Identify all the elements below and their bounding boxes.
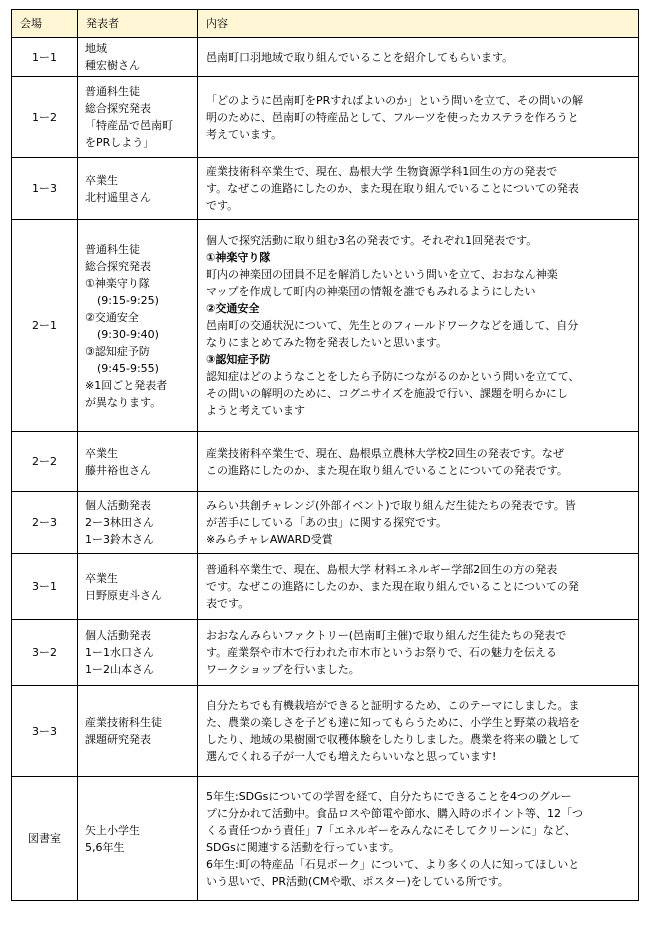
table-row xyxy=(12,432,639,492)
venue-cell: 図書室 xyxy=(12,777,78,901)
content-line: 6年生:町の特産品「石見ポーク」について、より多くの人に知ってほしいと xyxy=(206,857,580,871)
presenter-line: (9:30-9:40) xyxy=(97,327,159,341)
table-row xyxy=(12,220,639,432)
venue-cell: 3ー3 xyxy=(12,686,78,777)
venue-cell: 2ー2 xyxy=(12,432,78,492)
content-line: なりにまとめてみた物を発表したいと思います。 xyxy=(206,336,448,349)
presenter-line: 課題研究発表 xyxy=(85,733,151,746)
content-line: くる責任つかう責任」7「エネルギーをみんなにそしてクリーンに」など、 xyxy=(206,823,576,837)
header-presenter: 発表者 xyxy=(78,10,198,38)
content-line: プに分かれて活動中。食品ロスや節電や節水、購入時のポイント等、12「つ xyxy=(206,806,583,820)
content-line: です。なぜこの進路にしたのか、また現在取り組んでいることについての発 xyxy=(206,580,579,593)
venue-cell: 1ー2 xyxy=(12,77,78,158)
presenter-line: 1ー3鈴木さん xyxy=(85,533,154,546)
presenter-cell xyxy=(78,77,198,158)
presenter-cell xyxy=(78,492,198,554)
table-row xyxy=(12,686,639,777)
content-line: 表です。 xyxy=(206,597,250,610)
content-line: 「どのように邑南町をPRすればよいのか」という問いを立て、その問いの解 xyxy=(206,93,584,107)
content-line: 認知症はどのようなことをしたら予防につながるのかという問いを立てて、 xyxy=(206,370,580,383)
presenter-cell xyxy=(78,158,198,220)
venue-cell: 2ー1 xyxy=(12,220,78,432)
content-line: 町内の神楽団の団員不足を解消したいという問いを立て、おおなん神楽 xyxy=(206,268,558,281)
presenter-cell xyxy=(78,432,198,492)
content-line: ※みらチャレAWARD受賞 xyxy=(206,533,333,546)
content-cell xyxy=(198,492,639,554)
content-line: したり、地域の果樹園で収穫体験をしたりしました。農業を将来の職として xyxy=(206,733,580,746)
presenter-cell xyxy=(78,554,198,620)
content-line: その問いの解明のために、コグニサイズを施設で行い、課題を明らかにし xyxy=(206,387,568,400)
content-line: 5年生:SDGsについての学習を経て、自分たちにできることを4つのグルー xyxy=(206,789,572,803)
table-row xyxy=(12,77,639,158)
content-line: 自分たちでも有機栽培ができると証明するため、このテーマにしました。ま xyxy=(206,699,580,712)
presenter-line: ③認知症予防 xyxy=(85,344,150,358)
presenter-line: 5,6年生 xyxy=(85,840,125,854)
presenter-line: 普通科生徒 xyxy=(85,242,140,256)
presenter-cell xyxy=(78,686,198,777)
content-line: おおなんみらいファクトリー(邑南町主催)で取り組んだ生徒たちの発表で xyxy=(206,629,567,642)
content-cell xyxy=(198,38,639,77)
content-cell xyxy=(198,77,639,158)
content-subheading: ③認知症予防 xyxy=(206,353,271,366)
header-venue: 会場 xyxy=(12,10,78,38)
content-line: た、農業の楽しさを子ども達に知ってもらうために、小学生と野菜の栽培を xyxy=(206,716,580,729)
presenter-cell xyxy=(78,220,198,432)
content-cell xyxy=(198,777,639,901)
presenter-line: 個人活動発表 xyxy=(85,629,151,642)
content-cell xyxy=(198,554,639,620)
content-line: マップを作成して町内の神楽団の情報を誰でもみれるようにしたい xyxy=(206,285,536,298)
content-line: が苦手にしている「あの虫」に関する探究です。 xyxy=(206,516,448,529)
content-line: 邑南町口羽地域で取り組んでいることを紹介してもらいます。 xyxy=(206,50,514,64)
presenter-line: 「特産品で邑南町 xyxy=(85,119,173,132)
content-line: ようと考えています xyxy=(206,404,305,417)
presenter-line: 地域 xyxy=(85,42,107,55)
presenter-cell xyxy=(78,38,198,77)
presenter-line: 総合探究発表 xyxy=(85,259,151,273)
venue-cell: 1ー3 xyxy=(12,158,78,220)
presenter-line: ①神楽守り隊 xyxy=(85,276,150,290)
content-subheading: ①神楽守り隊 xyxy=(206,251,271,264)
presenter-line: 1ー1水口さん xyxy=(85,646,154,659)
content-line: 個人で探究活動に取り組む3名の発表です。それぞれ1回発表です。 xyxy=(206,234,538,247)
presenter-line: 普通科生徒 xyxy=(85,85,140,98)
table-row xyxy=(12,620,639,686)
presenter-line: 2ー3林田さん xyxy=(85,516,154,529)
presenter-line: 日野原吏斗さん xyxy=(85,588,162,602)
presenter-line: 卒業生 xyxy=(85,173,118,187)
content-line: 産業技術科卒業生で、現在、島根県立農林大学校2回生の発表です。なぜ xyxy=(206,446,564,460)
content-line: です。 xyxy=(206,199,239,212)
presenter-line: 北村遥里さん xyxy=(85,190,151,204)
content-cell xyxy=(198,686,639,777)
presenter-line: (9:45-9:55) xyxy=(97,361,159,375)
content-line: みらい共創チャレンジ(外部イベント)で取り組んだ生徒たちの発表です。皆 xyxy=(206,499,576,512)
presenter-line: 総合探究発表 xyxy=(85,102,151,115)
content-cell xyxy=(198,620,639,686)
header-content: 内容 xyxy=(198,10,639,38)
table-row xyxy=(12,777,639,901)
content-line: 邑南町の交通状況について、先生とのフィールドワークなどを通して、自分 xyxy=(206,319,579,332)
content-subheading: ②交通安全 xyxy=(206,302,260,315)
presenter-line: 種宏樹さん xyxy=(85,59,140,72)
content-line: 産業技術科卒業生で、現在、島根大学 生物資源学科1回生の方の発表で xyxy=(206,165,558,178)
table-row xyxy=(12,492,639,554)
content-line: 考えています。 xyxy=(206,127,283,141)
content-line: 明のために、邑南町の特産品として、フルーツを使ったカステラを作ろうと xyxy=(206,110,579,124)
presenter-line: をPRしよう」 xyxy=(85,136,155,149)
presenter-line: ※1回ごと発表者 xyxy=(85,378,168,392)
content-line: SDGsに関連する活動を行っています。 xyxy=(206,840,400,854)
presenter-line: 卒業生 xyxy=(85,571,118,585)
table-row xyxy=(12,554,639,620)
table-body xyxy=(12,38,639,901)
presenter-line: 卒業生 xyxy=(85,446,118,460)
presenter-line: 藤井裕也さん xyxy=(85,463,151,477)
content-line: ワークショップを行いました。 xyxy=(206,663,360,676)
presenter-line: (9:15-9:25) xyxy=(97,293,159,307)
content-cell xyxy=(198,432,639,492)
presenter-line: が異なります。 xyxy=(85,395,162,409)
table-row xyxy=(12,38,639,77)
content-line: す。産業祭や市木で行われた市木市というお祭りで、石の魅力を伝える xyxy=(206,646,557,659)
presenter-line: 1ー2山本さん xyxy=(85,663,154,676)
schedule-table xyxy=(11,9,639,901)
presenter-line: 産業技術科生徒 xyxy=(85,716,162,729)
content-line: この進路にしたのか、また現在取り組んでいることについての発表です。 xyxy=(206,463,568,477)
content-line: す。なぜこの進路にしたのか、また現在取り組んでいることについての発表 xyxy=(206,182,579,195)
presenter-cell xyxy=(78,620,198,686)
presenter-line: 矢上小学生 xyxy=(85,823,140,837)
content-cell xyxy=(198,158,639,220)
venue-cell: 1ー1 xyxy=(12,38,78,77)
content-line: 選んでくれる子が一人でも増えたらいいなと思っています! xyxy=(206,750,497,763)
venue-cell: 2ー3 xyxy=(12,492,78,554)
content-line: いう思いで、PR活動(CMや歌、ポスター)をしている所です。 xyxy=(206,874,509,888)
presenter-line: ②交通安全 xyxy=(85,310,139,324)
table-row xyxy=(12,158,639,220)
presenter-line: 個人活動発表 xyxy=(85,499,151,512)
content-cell xyxy=(198,220,639,432)
content-line: 普通科卒業生で、現在、島根大学 材料エネルギー学部2回生の方の発表 xyxy=(206,563,558,576)
presenter-cell xyxy=(78,777,198,901)
header-row xyxy=(12,10,639,38)
venue-cell: 3ー1 xyxy=(12,554,78,620)
venue-cell: 3ー2 xyxy=(12,620,78,686)
